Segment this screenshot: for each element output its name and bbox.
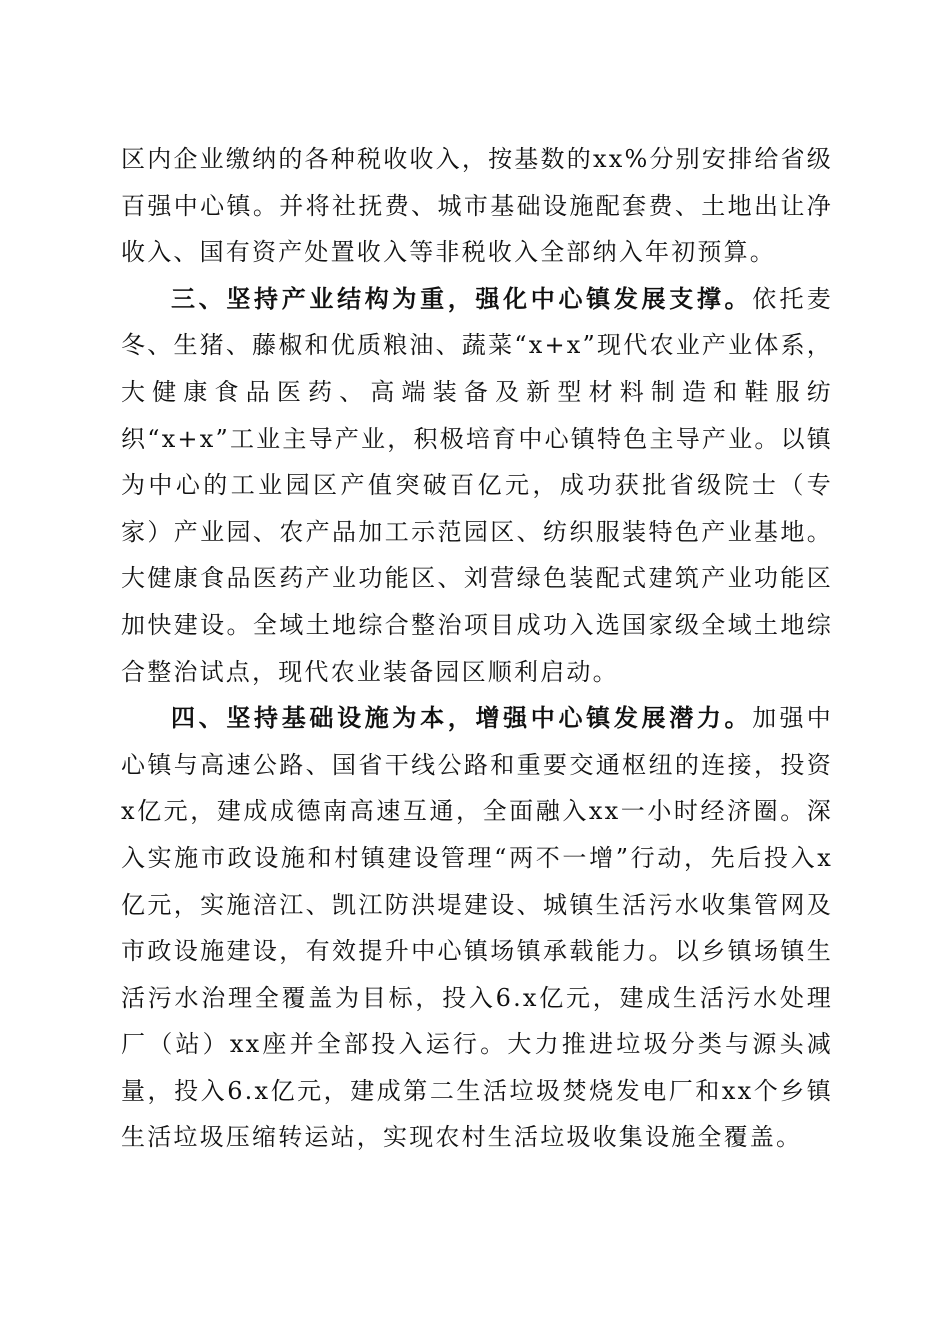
paragraph-infrastructure (121, 695, 833, 1161)
section-heading-four: 四、坚持基础设施为本，增强中心镇发展潜力。 (171, 704, 753, 733)
paragraph-tax-revenue (121, 136, 833, 276)
paragraph-text: 依托麦冬、生猪、藤椒和优质粮油、蔬菜“x+x”现代农业产业体系，大健康食品医药、高端装备及新型材料制造和鞋服纺织“x+x”工业主导产业，积极培育中心镇特色主导产业。以镇为中心的工业园区产值突破百亿元，成功获批省级院士（专家）产业园、农产品加工示范园区、纺织服装特色产业基地。大健康食品医药产业功能区、刘营绿色装配式建筑产业功能区加快建设。全域土地综合整治项目成功入选国家级全域土地综合整治试点，现代农业装备园区顺利启动。 (121, 284, 833, 686)
section-heading-three: 三、坚持产业结构为重，强化中心镇发展支撑。 (171, 284, 753, 313)
paragraph-text: 区内企业缴纳的各种税收收入，按基数的xx%分别安排给省级百强中心镇。并将社抚费、城市基础设施配套费、土地出让净收入、国有资产处置收入等非税收入全部纳入年初预算。 (121, 145, 833, 267)
paragraph-industry-structure (121, 276, 833, 695)
document-body (121, 136, 833, 1161)
paragraph-text: 加强中心镇与高速公路、国省干线公路和重要交通枢纽的连接，投资x亿元，建成成德南高速互通，全面融入xx一小时经济圈。深入实施市政设施和村镇建设管理“两不一增”行动，先后投入x亿元，实施涪江、凯江防洪堤建设、城镇生活污水收集管网及市政设施建设，有效提升中心镇场镇承载能力。以乡镇场镇生活污水治理全覆盖为目标，投入6.x亿元，建成生活污水处理厂（站）xx座并全部投入运行。大力推进垃圾分类与源头减量，投入6.x亿元，建成第二生活垃圾焚烧发电厂和xx个乡镇生活垃圾压缩转运站，实现农村生活垃圾收集设施全覆盖。 (121, 704, 833, 1152)
